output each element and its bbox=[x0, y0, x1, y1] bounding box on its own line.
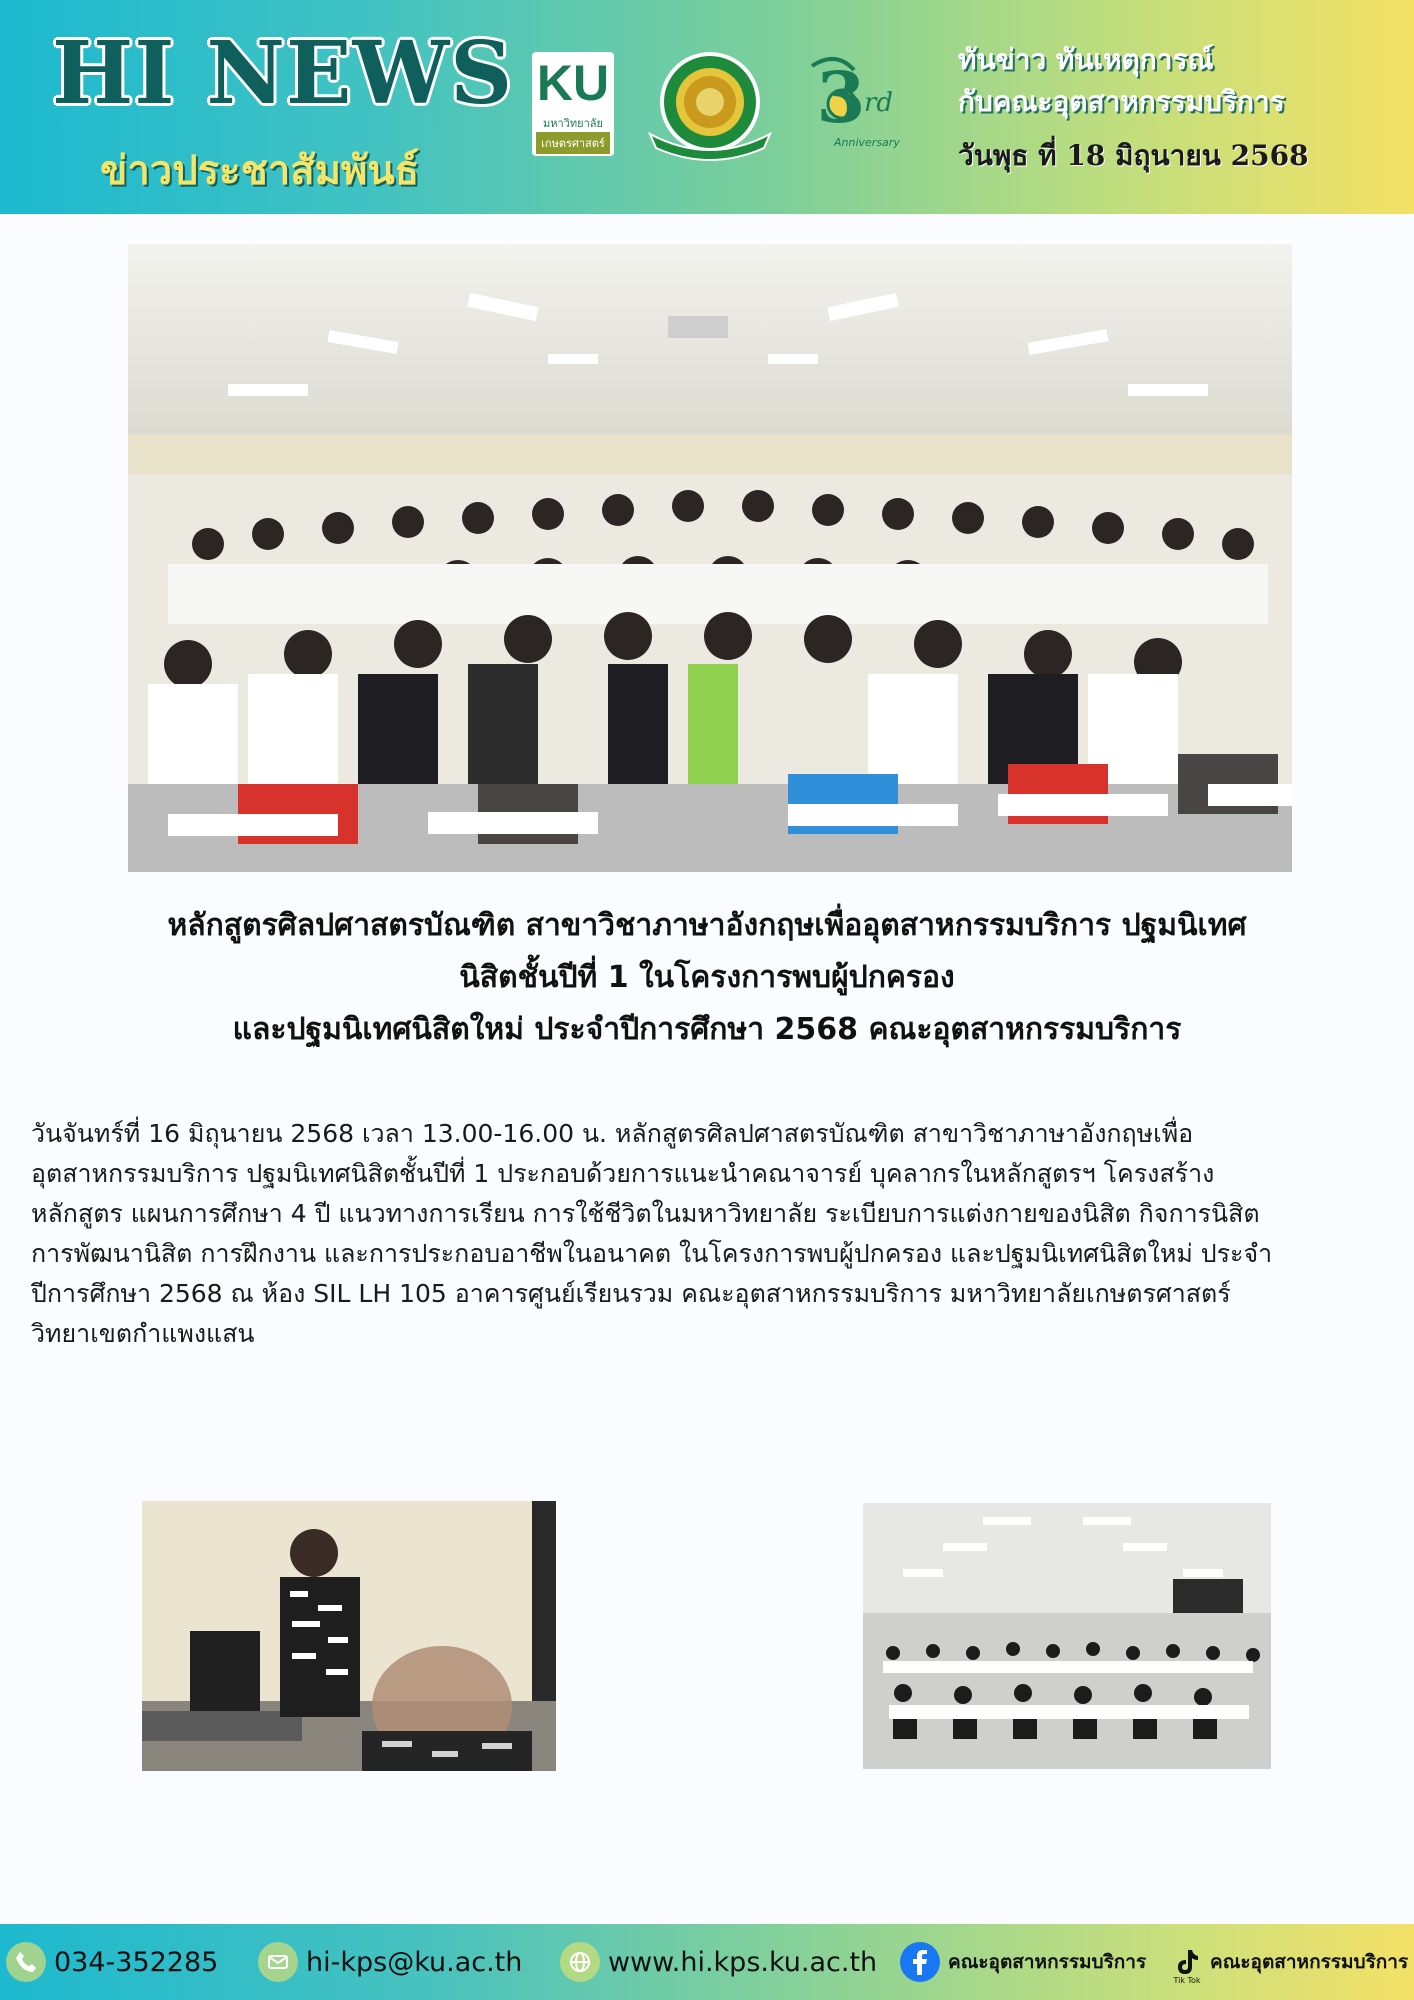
main-group-photo bbox=[128, 244, 1292, 872]
anniversary-suffix: rd bbox=[864, 88, 894, 118]
footer-tiktok[interactable] bbox=[1170, 1942, 1409, 1985]
ku-logo-letters: KU bbox=[536, 55, 610, 111]
body-line: วันจันทร์ที่ 16 มิถุนายน 2568 เวลา 13.00-16.00 น. หลักสูตรศิลปศาสตรบัณฑิต สาขาวิชาภาษาอังกฤษเพื่อ bbox=[31, 1119, 1194, 1148]
body-line: วิทยาเขตกำแพงแสน bbox=[31, 1319, 255, 1348]
brand-title: HI NEWS bbox=[52, 23, 514, 124]
ku-logo-line1: มหาวิทยาลัย bbox=[543, 117, 603, 130]
body-line: การพัฒนานิสิต การฝึกงาน และการประกอบอาชีพในอนาคต ในโครงการพบผู้ปกครอง และปฐมนิเทศนิสิตใหม่ ประจำ bbox=[31, 1239, 1273, 1268]
email-icon bbox=[258, 1942, 298, 1982]
header-banner bbox=[0, 0, 1414, 214]
email-address: hi-kps@ku.ac.th bbox=[306, 1946, 523, 1978]
footer-phone[interactable] bbox=[6, 1942, 218, 1982]
anniversary-number: 3 bbox=[816, 56, 866, 139]
ku-logo-line2: เกษตรศาสตร์ bbox=[536, 132, 610, 154]
anniversary-word: Anniversary bbox=[834, 136, 900, 149]
footer-contact-bar bbox=[0, 1924, 1414, 2000]
headline-line2: นิสิตชั้นปีที่ 1 ในโครงการพบผู้ปกครอง bbox=[459, 960, 955, 995]
footer-facebook[interactable] bbox=[900, 1942, 1146, 1982]
headline-line3: และปฐมนิเทศนิสิตใหม่ ประจำปีการศึกษา 2568 คณะอุตสาหกรรมบริการ bbox=[232, 1012, 1182, 1047]
speaker-photo bbox=[142, 1501, 556, 1771]
facebook-page: คณะอุตสาหกรรมบริการ bbox=[948, 1951, 1147, 1973]
website-url: www.hi.kps.ku.ac.th bbox=[608, 1946, 878, 1978]
anniversary-logo bbox=[806, 50, 916, 154]
phone-number: 034-352285 bbox=[54, 1946, 219, 1978]
headline-line1: หลักสูตรศิลปศาสตรบัณฑิต สาขาวิชาภาษาอังกฤษเพื่ออุตสาหกรรมบริการ ปฐมนิเทศ bbox=[167, 908, 1247, 943]
news-body bbox=[31, 1114, 1401, 1354]
ku-logo bbox=[532, 52, 614, 156]
phone-icon bbox=[6, 1942, 46, 1982]
body-line: ปีการศึกษา 2568 ณ ห้อง SIL LH 105 อาคารศูนย์เรียนรวม คณะอุตสาหกรรมบริการ มหาวิทยาลัยเกษตรศาสตร์ bbox=[31, 1279, 1231, 1308]
faculty-seal-logo bbox=[640, 48, 780, 162]
footer-email[interactable] bbox=[258, 1942, 522, 1982]
tiktok-caption: Tik Tok bbox=[1173, 1976, 1201, 1985]
body-line: อุตสาหกรรมบริการ ปฐมนิเทศนิสิตชั้นปีที่ 1 ประกอบด้วยการแนะนำคณาจารย์ บุคลากรในหลักสูตรฯ โครงสร้าง bbox=[31, 1159, 1215, 1188]
body-line: หลักสูตร แผนการศึกษา 4 ปี แนวทางการเรียน การใช้ชีวิตในมหาวิทยาลัย ระเบียบการแต่งกายของนิสิต กิจการนิสิต bbox=[31, 1199, 1260, 1228]
header-date: วันพุธ ที่ 18 มิถุนายน 2568 bbox=[958, 139, 1309, 172]
globe-icon bbox=[560, 1942, 600, 1982]
tagline-line2: กับคณะอุตสาหกรรมบริการ bbox=[958, 85, 1285, 118]
tiktok-account: คณะอุตสาหกรรมบริการ bbox=[1210, 1951, 1409, 1973]
news-headline bbox=[20, 900, 1394, 1056]
brand-subtitle: ข่าวประชาสัมพันธ์ bbox=[100, 148, 420, 194]
facebook-icon bbox=[900, 1942, 940, 1982]
footer-website[interactable] bbox=[560, 1942, 877, 1982]
lecture-hall-photo bbox=[863, 1503, 1271, 1769]
tiktok-icon bbox=[1170, 1942, 1204, 1985]
tagline-line1: ทันข่าว ทันเหตุการณ์ bbox=[958, 43, 1214, 76]
